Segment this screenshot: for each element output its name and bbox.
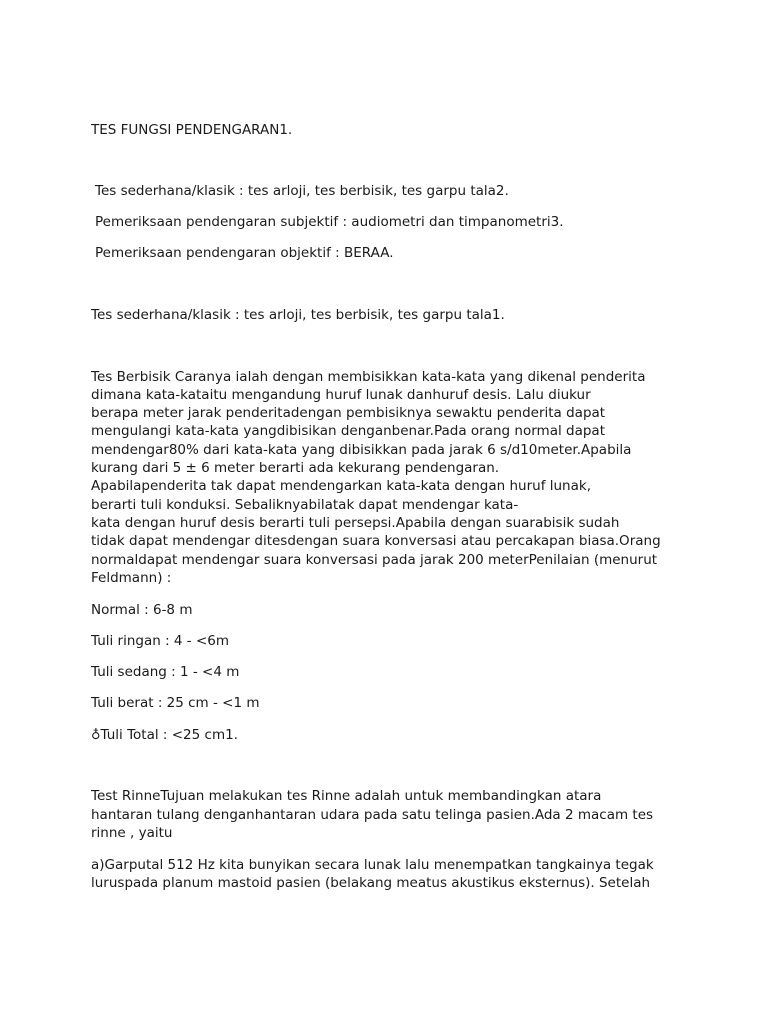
paragraph-line: rinne , yaitu	[91, 825, 173, 841]
bullet-glyph-icon: ♁	[91, 728, 101, 743]
paragraph-line: berarti tuli konduksi. Sebaliknyabilatak dapat mendengar kata-	[91, 497, 519, 513]
paragraph-line: Apabilapenderita tak dapat mendengarkan kata-kata dengan huruf lunak,	[91, 478, 591, 494]
document-title: TES FUNGSI PENDENGARAN1.	[91, 122, 293, 138]
grade-ringan: Tuli ringan : 4 - <6m	[91, 633, 230, 649]
outline-item-2: Pemeriksaan pendengaran subjektif : audiometri dan timpanometri3.	[95, 214, 564, 230]
paragraph-line: kurang dari 5 ± 6 meter berarti ada kekurang pendengaran.	[91, 460, 500, 476]
grade-sedang: Tuli sedang : 1 - <4 m	[91, 664, 240, 680]
outline-item-3: Pemeriksaan pendengaran objektif : BERAA.	[95, 245, 394, 261]
grade-total-text: Tuli Total : <25 cm1.	[100, 727, 238, 743]
paragraph-line: a)Garputal 512 Hz kita bunyikan secara lunak lalu menempatkan tangkainya tegak	[91, 857, 654, 873]
paragraph-line: mendengar80% dari kata-kata yang dibisikkan pada jarak 6 s/d10meter.Apabila	[91, 442, 632, 458]
paragraph-line: hantaran tulang denganhantaran udara pada satu telinga pasien.Ada 2 macam tes	[91, 807, 654, 823]
paragraph-line: Test RinneTujuan melakukan tes Rinne adalah untuk membandingkan atara	[91, 788, 602, 804]
paragraph-line: mengulangi kata-kata yangdibisikan denganbenar.Pada orang normal dapat	[91, 423, 605, 439]
paragraph-line: Tes Berbisik Caranya ialah dengan membisikkan kata-kata yang dikenal penderita	[91, 369, 646, 385]
paragraph-line: kata dengan huruf desis berarti tuli persepsi.Apabila dengan suarabisik sudah	[91, 515, 620, 531]
outline-item-1: Tes sederhana/klasik : tes arloji, tes berbisik, tes garpu tala2.	[95, 183, 509, 199]
grade-normal: Normal : 6-8 m	[91, 602, 193, 618]
grade-berat: Tuli berat : 25 cm - <1 m	[91, 695, 260, 711]
paragraph-line: tidak dapat mendengar ditesdengan suara konversasi atau percakapan biasa.Orang	[91, 533, 661, 549]
paragraph-line: berapa meter jarak penderitadengan pembisiknya sewaktu penderita dapat	[91, 405, 606, 421]
paragraph-line: dimana kata-kataitu mengandung huruf lunak danhuruf desis. Lalu diukur	[91, 387, 591, 403]
paragraph-line: Feldmann) :	[91, 570, 172, 586]
paragraph-line: normaldapat mendengar suara konversasi pada jarak 200 meterPenilaian (menurut	[91, 552, 658, 568]
paragraph-line: luruspada planum mastoid pasien (belakang meatus akustikus eksternus). Setelah	[91, 875, 651, 891]
grade-total	[91, 726, 238, 745]
section-heading: Tes sederhana/klasik : tes arloji, tes berbisik, tes garpu tala1.	[91, 307, 505, 323]
